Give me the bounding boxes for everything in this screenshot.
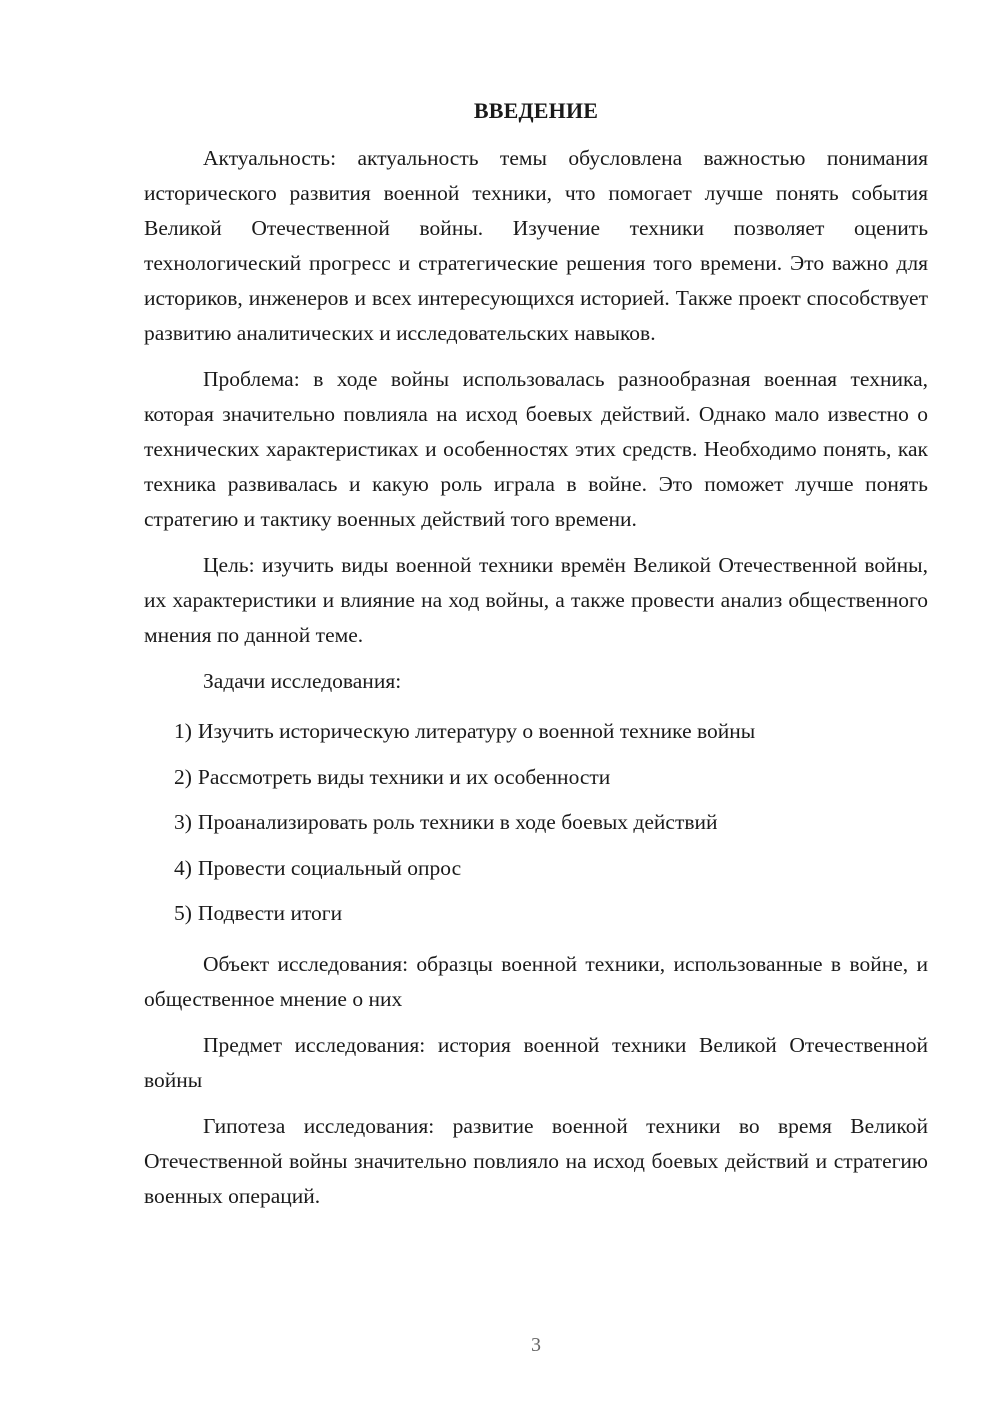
tasks-list (144, 709, 928, 937)
list-item (144, 891, 928, 937)
tasks-heading: Задачи исследования: (203, 669, 402, 693)
list-item (144, 755, 928, 801)
paragraph-problem: Проблема: в ходе войны использовалась разнообразная военная техника, которая значительно повлияла на исход боевых действий. Однако мало известно о технических характеристиках и особенностях этих средств. Необходимо понять, как техника развивалась и какую роль играла в войне. Это поможет лучше понять стратегию и тактику военных действий того времени. (144, 367, 928, 531)
list-item (144, 800, 928, 846)
list-item-number: 1) (174, 719, 192, 743)
list-item-number: 2) (174, 764, 192, 789)
paragraph-object: Объект исследования: образцы военной техники, использованные в войне, и общественное мнение о них (144, 951, 928, 1011)
document-body (144, 141, 928, 1214)
list-item-text: Проанализировать роль техники в ходе боевых действий (197, 810, 718, 834)
list-item-text: Изучить историческую литературу о военной технике войны (197, 719, 756, 743)
paragraph-subject: Предмет исследования: история военной техники Великой Отечественной войны (144, 1032, 928, 1092)
paragraph-relevance: Актуальность: актуальность темы обусловлена важностью понимания исторического развития военной техники, что помогает лучше понять события Великой Отечественной войны. Изучение техники позволяет оценить технологический прогресс и стратегические решения того времени. Это важно для историков, инженеров и всех интересующихся историей. Также проект способствует развитию аналитических и исследовательских навыков. (144, 146, 928, 345)
list-item-text: Рассмотреть виды техники и их особенности (197, 764, 611, 789)
paragraph-goal: Цель: изучить виды военной техники времён Великой Отечественной войны, их характеристики и влияние на ход войны, а также провести анализ общественного мнения по данной теме. (144, 553, 928, 647)
page-number: 3 (531, 1334, 541, 1356)
page-title: ВВЕДЕНИЕ (473, 98, 599, 123)
paragraph-hypothesis: Гипотеза исследования: развитие военной техники во время Великой Отечественной войны значительно повлияло на исход боевых действий и стратегию военных операций. (144, 1113, 928, 1208)
list-item-number: 4) (174, 855, 192, 880)
list-item-number: 3) (174, 810, 192, 834)
list-item-text: Провести социальный опрос (197, 855, 462, 880)
list-item (144, 709, 928, 755)
list-item-number: 5) (174, 901, 192, 925)
list-item-text: Подвести итоги (197, 901, 343, 925)
list-item (144, 846, 928, 892)
